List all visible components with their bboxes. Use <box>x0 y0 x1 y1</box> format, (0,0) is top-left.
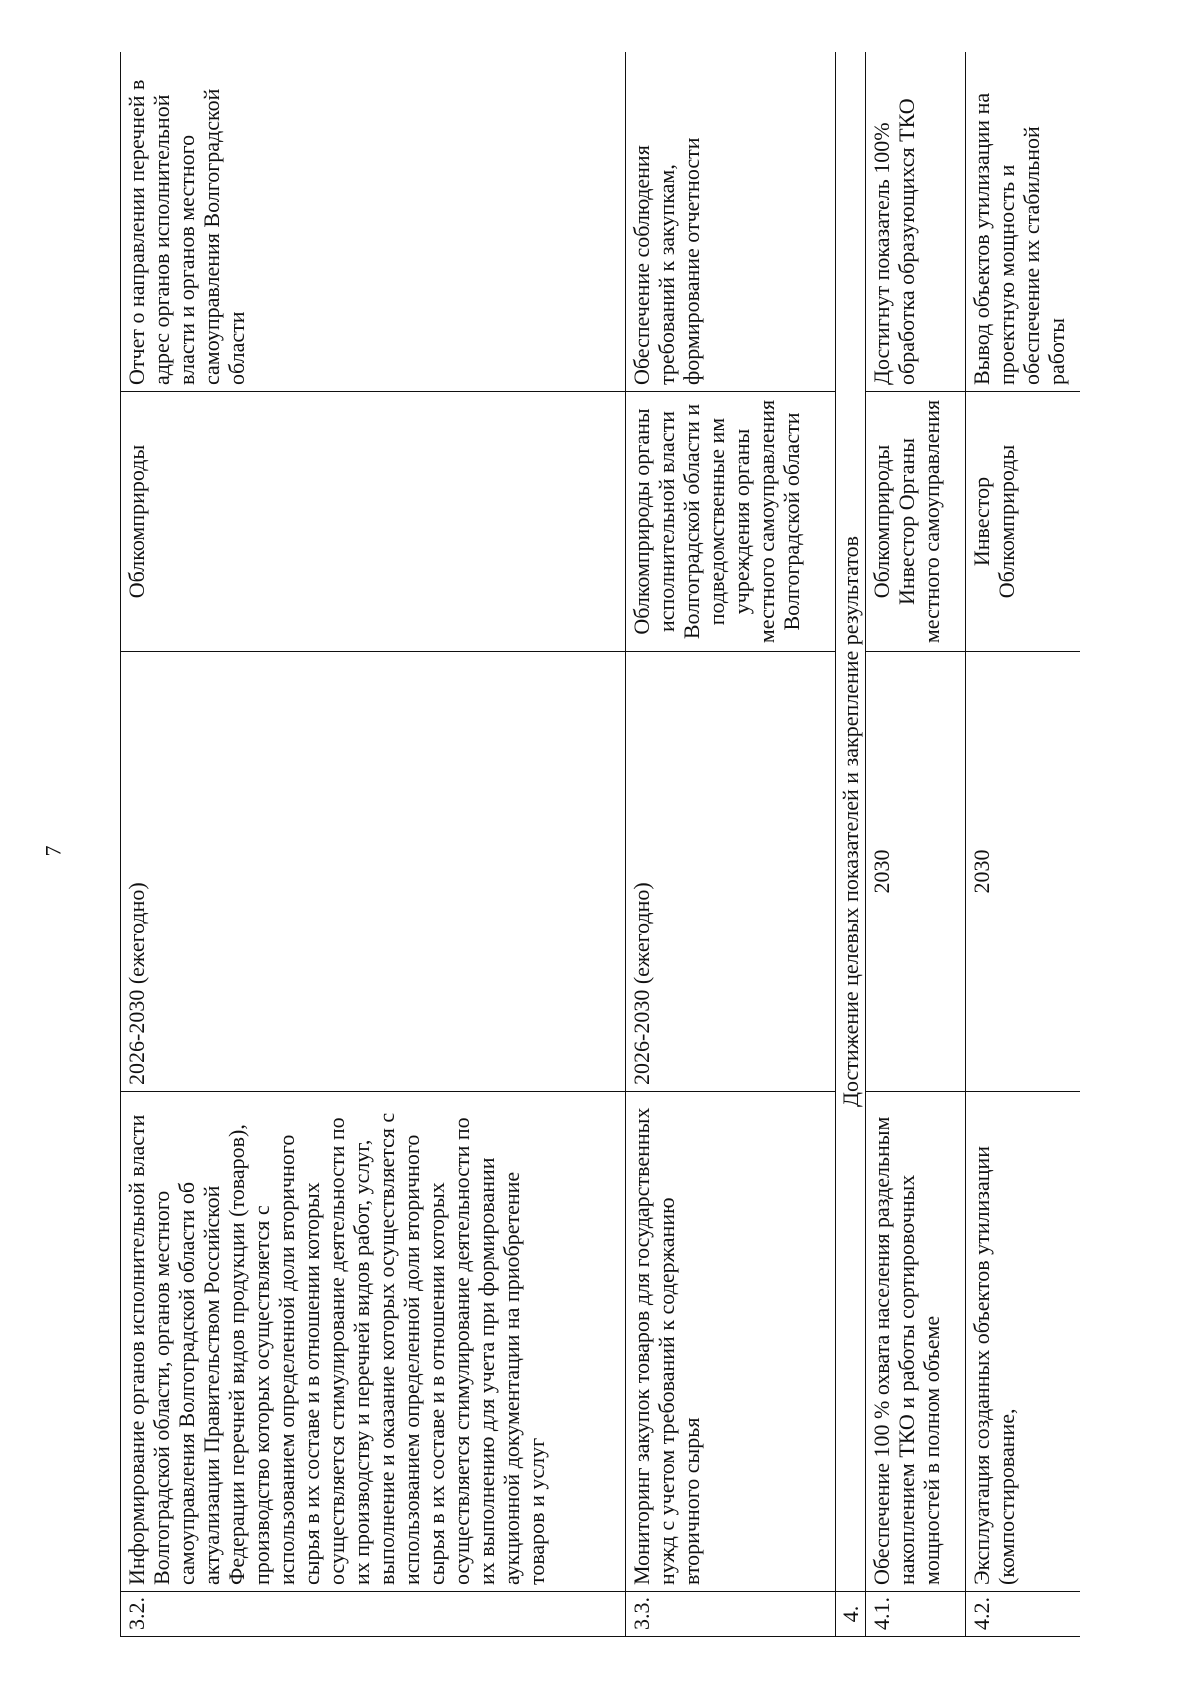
result-cell: Достигнут показатель 100% обработка образующихся ТКО <box>866 52 966 392</box>
responsible-cell: Облкомприроды <box>121 392 626 652</box>
period-cell: 2026-2030 (ежегодно) <box>121 652 626 1092</box>
table-row <box>626 52 836 1637</box>
responsible-cell: Облкомприроды Инвестор Органы местного самоуправления <box>866 392 966 652</box>
result-cell: Обеспечение соблюдения требований к закупкам, формирование отчетности <box>626 52 836 392</box>
activity-cell: Мониторинг закупок товаров для государственных нужд с учетом требований к содержанию вторичного сырья <box>626 1092 836 1592</box>
row-number: 4.1. <box>866 1592 966 1637</box>
responsible-cell: Облкомприроды органы исполнительной власти Волгоградской области и подведомственные им учреждения органы местного самоуправления Волгоградской области <box>626 392 836 652</box>
table-frame <box>120 52 1080 1637</box>
measures-table <box>120 52 1080 1637</box>
activity-cell: Обеспечение 100 % охвата населения раздельным накоплением ТКО и работы сортировочных мощностей в полном объеме <box>866 1092 966 1592</box>
activity-cell: Эксплуатация созданных объектов утилизации (компостирование, <box>966 1092 1081 1592</box>
section-row <box>836 52 866 1637</box>
page-number: 7 <box>40 845 66 857</box>
table-row <box>121 52 626 1637</box>
row-number: 4. <box>836 1592 866 1637</box>
result-cell: Отчет о направлении перечней в адрес органов исполнительной власти и органов местного самоуправления Волгоградской области <box>121 52 626 392</box>
period-cell: 2030 <box>966 652 1081 1092</box>
activity-cell: Информирование органов исполнительной власти Волгоградской области, органов местного самоуправления Волгоградской области об актуализации Правительством Российской Федерации перечней видов продукции (товаров), производство которых осуществляется с использованием определенной доли вторичного сырья в их составе и в отношении которых осуществляется стимулирование деятельности по их производству и перечней видов работ, услуг, выполнение и оказание которых осуществляется с использованием определенной доли вторичного сырья в их составе и в отношении которых осуществляется стимулирование деятельности по их выполнению для учета при формировании аукционной документации на приобретение товаров и услуг <box>121 1092 626 1592</box>
responsible-cell: Инвестор Облкомприроды <box>966 392 1081 652</box>
table-row <box>866 52 966 1637</box>
row-number: 4.2. <box>966 1592 1081 1637</box>
rotated-table-wrapper <box>120 52 1080 1637</box>
table-row <box>966 52 1081 1637</box>
result-cell: Вывод объектов утилизации на проектную мощность и обеспечение их стабильной работы <box>966 52 1081 392</box>
section-title: Достижение целевых показателей и закрепление результатов <box>836 52 866 1592</box>
row-number: 3.2. <box>121 1592 626 1637</box>
row-number: 3.3. <box>626 1592 836 1637</box>
period-cell: 2030 <box>866 652 966 1092</box>
period-cell: 2026-2030 (ежегодно) <box>626 652 836 1092</box>
